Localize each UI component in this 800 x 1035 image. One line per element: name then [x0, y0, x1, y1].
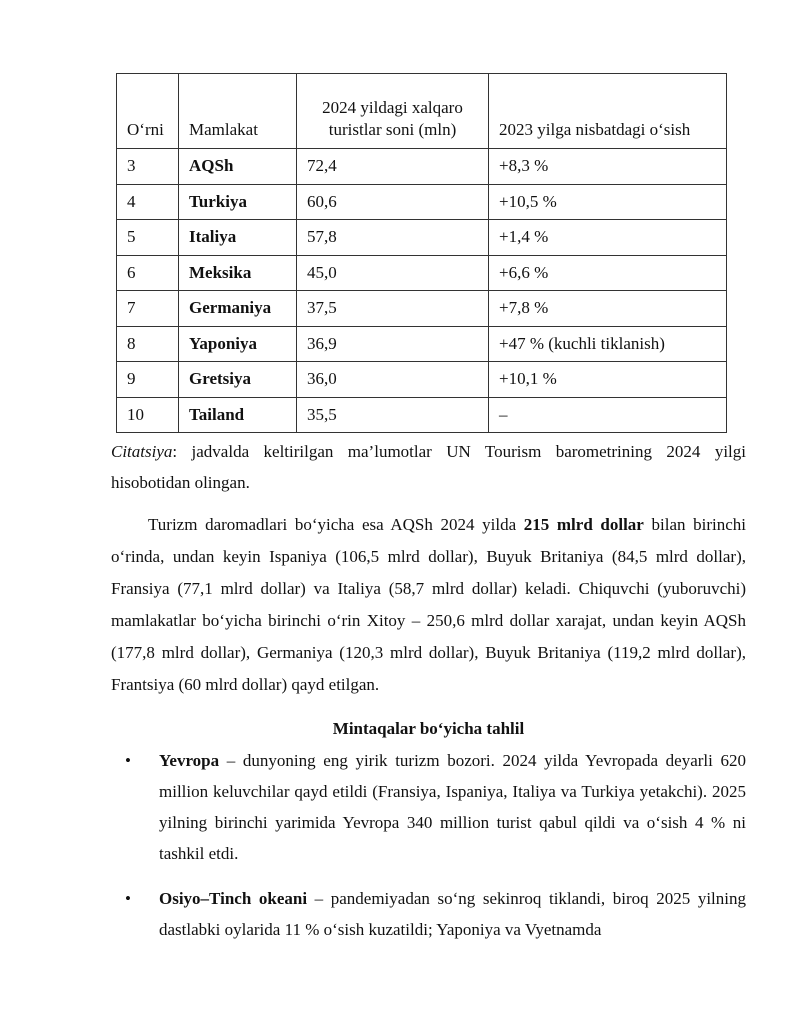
country-cell: Gretsiya	[179, 362, 297, 398]
citation-label: Citatsiya	[111, 442, 173, 461]
bullet-text	[159, 745, 746, 869]
growth-cell: +7,8 %	[489, 291, 727, 327]
rank-cell: 8	[117, 326, 179, 362]
tourists-cell: 72,4	[297, 149, 489, 185]
section-heading: Mintaqalar bo‘yicha tahlil	[332, 719, 525, 738]
table-header-row	[117, 74, 727, 149]
country-cell: Turkiya	[179, 184, 297, 220]
citation-text: : jadvalda keltirilgan ma’lumotlar UN Tourism barometrining 2024 yilgi hisobotidan olingan.	[111, 442, 746, 492]
bullet-term: Osiyo–Tinch okeani	[159, 889, 308, 908]
paragraph-highlight: 215 mlrd dollar	[523, 515, 644, 534]
rank-cell: 6	[117, 255, 179, 291]
growth-cell: +10,5 %	[489, 184, 727, 220]
bullet-marker: •	[125, 889, 131, 908]
rank-cell: 9	[117, 362, 179, 398]
list-item	[111, 745, 746, 869]
growth-cell: +8,3 %	[489, 149, 727, 185]
table-row	[117, 326, 727, 362]
country-cell: AQSh	[179, 149, 297, 185]
tourism-ranking-table	[116, 73, 727, 433]
growth-cell: +47 % (kuchli tiklanish)	[489, 326, 727, 362]
tourists-cell: 60,6	[297, 184, 489, 220]
header-rank: O‘rni	[117, 74, 179, 149]
tourists-cell: 36,9	[297, 326, 489, 362]
tourists-cell: 35,5	[297, 397, 489, 433]
paragraph-text-start: Turizm daromadlari bo‘yicha esa AQSh 2024 yilda	[148, 515, 524, 534]
country-cell: Tailand	[179, 397, 297, 433]
country-cell: Meksika	[179, 255, 297, 291]
header-growth: 2023 yilga nisbatdagi o‘sish	[489, 74, 727, 149]
table-row	[117, 184, 727, 220]
growth-cell: –	[489, 397, 727, 433]
country-cell: Italiya	[179, 220, 297, 256]
rank-cell: 7	[117, 291, 179, 327]
bullet-term: Yevropa	[159, 751, 220, 770]
tourists-cell: 37,5	[297, 291, 489, 327]
paragraph-text-end: bilan birinchi o‘rinda, undan keyin Ispaniya (106,5 mlrd dollar), Buyuk Britaniya (84,5 mlrd dollar), Fransiya (77,1 mlrd dollar) va Italiya (58,7 mlrd dollar) keladi. Chiquvchi (yuboruvchi) mamlakatlar bo‘yicha birinchi o‘rin Xitoy – 250,6 mlrd dollar xarajat, undan keyin AQSh (177,8 mlrd dollar), Germaniya (120,3 mlrd dollar), Buyuk Britaniya (119,2 mlrd dollar), Frantsiya (60 mlrd dollar) qayd etilgan.	[111, 515, 746, 694]
growth-cell: +10,1 %	[489, 362, 727, 398]
bullet-description: – dunyoning eng yirik turizm bozori. 2024 yilda Yevropada deyarli 620 million keluvchilar qayd etildi (Fransiya, Ispaniya, Italiya va Turkiya yetakchi). 2025 yilning birinchi yarimida Yevropa 340 million turist qabul qildi va o‘sish 4 % ni tashkil etdi.	[159, 751, 746, 863]
growth-cell: +1,4 %	[489, 220, 727, 256]
table-row	[117, 291, 727, 327]
tourists-cell: 57,8	[297, 220, 489, 256]
header-tourists: 2024 yildagi xalqaro turistlar soni (mln)	[297, 74, 489, 149]
table-row	[117, 220, 727, 256]
body-paragraph	[111, 509, 746, 701]
table-row	[117, 255, 727, 291]
bullet-marker: •	[125, 751, 131, 770]
table-row	[117, 397, 727, 433]
header-country: Mamlakat	[179, 74, 297, 149]
table-citation	[111, 436, 746, 498]
rank-cell: 3	[117, 149, 179, 185]
rank-cell: 5	[117, 220, 179, 256]
growth-cell: +6,6 %	[489, 255, 727, 291]
tourists-cell: 45,0	[297, 255, 489, 291]
list-item	[111, 883, 746, 945]
table-row	[117, 149, 727, 185]
country-cell: Germaniya	[179, 291, 297, 327]
rank-cell: 10	[117, 397, 179, 433]
bullet-text	[159, 883, 746, 945]
table-row	[117, 362, 727, 398]
rank-cell: 4	[117, 184, 179, 220]
bullet-description: – pandemiyadan so‘ng sekinroq tiklandi, biroq 2025 yilning dastlabki oylarida 11 % o‘sish kuzatildi; Yaponiya va Vyetnamda	[159, 889, 746, 939]
tourists-cell: 36,0	[297, 362, 489, 398]
country-cell: Yaponiya	[179, 326, 297, 362]
